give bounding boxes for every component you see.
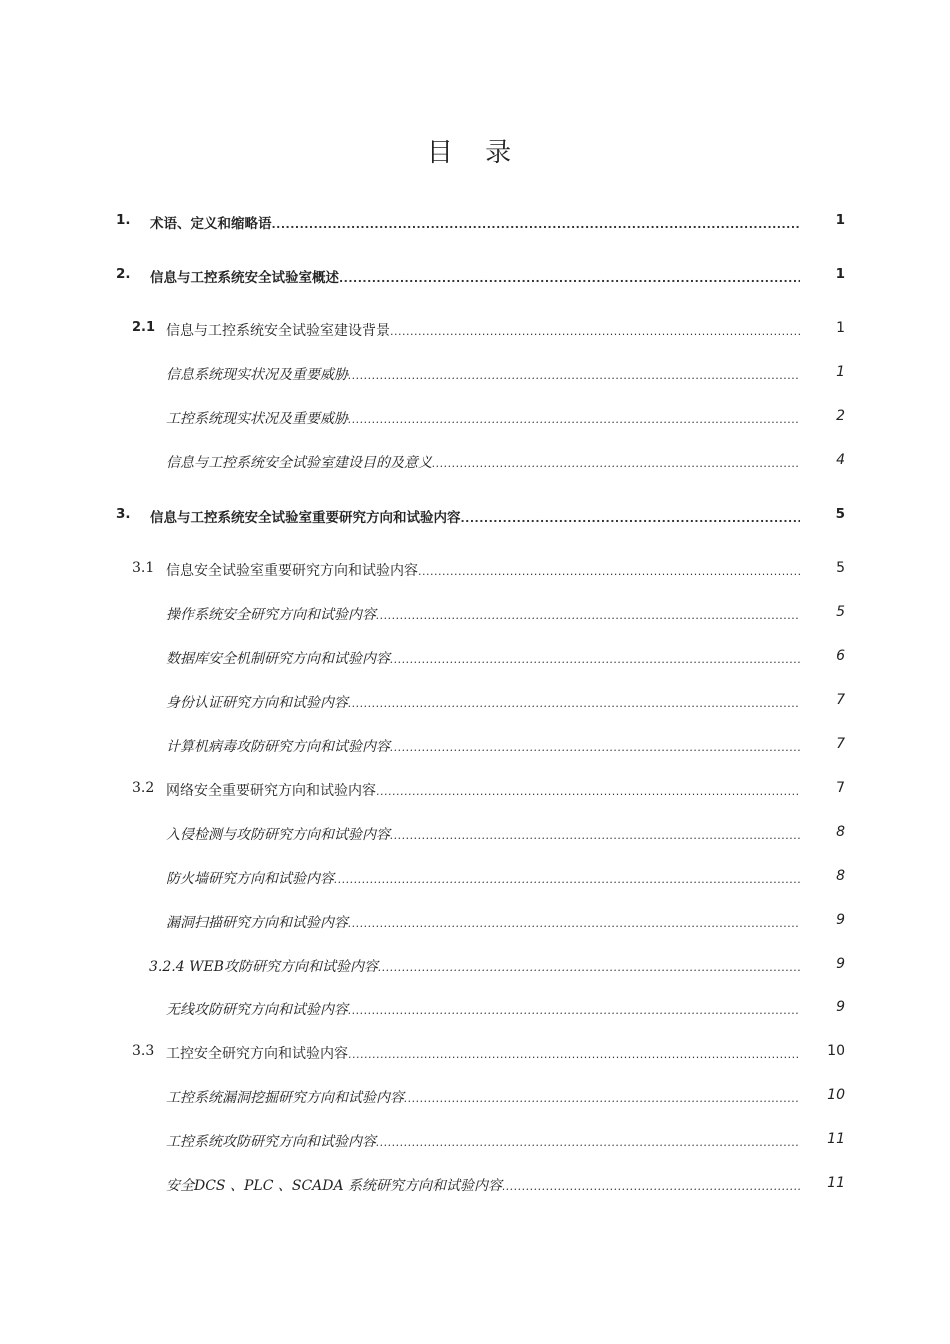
- toc-entry-label: 工控系统现实状况及重要威胁: [166, 408, 348, 428]
- toc-entry[interactable]: [0, 824, 950, 846]
- toc-entry-label: 入侵检测与攻防研究方向和试验内容: [166, 824, 390, 844]
- toc-entry-label: 术语、定义和缩略语: [150, 212, 272, 232]
- toc-entry[interactable]: [0, 912, 950, 934]
- toc-entry-page: 7: [836, 692, 845, 708]
- toc-entry-page: 1: [835, 266, 845, 282]
- toc-entry[interactable]: [0, 736, 950, 758]
- toc-entry-label: 无线攻防研究方向和试验内容: [166, 999, 348, 1019]
- toc-entry-number: 3.1: [132, 560, 155, 576]
- toc-leader-dots: [376, 607, 800, 623]
- toc-entry-page: 11: [827, 1131, 845, 1147]
- toc-leader-dots: [348, 695, 800, 711]
- toc-entry[interactable]: [0, 956, 950, 978]
- toc-entry-page: 1: [836, 320, 845, 336]
- toc-entry-label: 数据库安全机制研究方向和试验内容: [166, 648, 390, 668]
- toc-entry[interactable]: [0, 212, 950, 234]
- toc-leader-dots: [390, 827, 800, 843]
- toc-entry-label: 防火墙研究方向和试验内容: [166, 868, 334, 888]
- toc-leader-dots: [348, 1046, 800, 1062]
- toc-entry-page: 5: [836, 560, 845, 576]
- toc-leader-dots: [418, 563, 800, 579]
- toc-leader-dots: [404, 1090, 800, 1106]
- toc-entry-label: 信息与工控系统安全试验室概述: [150, 266, 339, 286]
- toc-entry-page: 9: [836, 912, 845, 928]
- toc-entry-page: 4: [836, 452, 845, 468]
- toc-leader-dots: [376, 1134, 800, 1150]
- toc-entry-number: 2.: [116, 266, 131, 282]
- toc-entry-page: 5: [836, 604, 845, 620]
- toc-entry-label: 工控系统漏洞挖掘研究方向和试验内容: [166, 1087, 404, 1107]
- toc-entry-number: 3.: [116, 506, 131, 522]
- toc-leader-dots: [461, 510, 801, 526]
- toc-entry[interactable]: [0, 868, 950, 890]
- toc-entry[interactable]: [0, 692, 950, 714]
- toc-entry-label: 信息系统现实状况及重要威胁: [166, 364, 348, 384]
- toc-entry-page: 8: [836, 824, 845, 840]
- toc-entry[interactable]: [0, 266, 950, 288]
- toc-leader-dots: [348, 1002, 800, 1018]
- toc-entry-page: 11: [827, 1175, 845, 1191]
- toc-entry-page: 6: [836, 648, 845, 664]
- toc-leader-dots: [378, 959, 800, 975]
- toc-entry[interactable]: [0, 506, 950, 528]
- toc-entry-page: 1: [836, 364, 845, 380]
- toc-leader-dots: [390, 323, 800, 339]
- toc-entry[interactable]: [0, 1043, 950, 1065]
- toc-leader-dots: [348, 411, 800, 427]
- toc-entry-number: 3.2: [132, 780, 155, 796]
- toc-entry-label: 工控安全研究方向和试验内容: [166, 1043, 348, 1063]
- toc-leader-dots: [339, 270, 800, 286]
- toc-entry-page: 9: [836, 956, 845, 972]
- toc-entry[interactable]: [0, 1087, 950, 1109]
- toc-entry-number: 3.3: [132, 1043, 155, 1059]
- toc-entry-label: 安全DCS 、PLC 、SCADA 系统研究方向和试验内容: [166, 1175, 502, 1195]
- toc-entry[interactable]: [0, 452, 950, 474]
- toc-entry-label: 身份认证研究方向和试验内容: [166, 692, 348, 712]
- toc-entry[interactable]: [0, 408, 950, 430]
- toc-entry-label: 操作系统安全研究方向和试验内容: [166, 604, 376, 624]
- toc-leader-dots: [376, 783, 800, 799]
- toc-entry-label: 工控系统攻防研究方向和试验内容: [166, 1131, 376, 1151]
- toc-entry[interactable]: [0, 999, 950, 1021]
- toc-entry-label: 信息与工控系统安全试验室建设目的及意义: [166, 452, 432, 472]
- toc-entry-label: 信息与工控系统安全试验室重要研究方向和试验内容: [150, 506, 461, 526]
- toc-leader-dots: [272, 216, 801, 232]
- toc-entry-page: 10: [827, 1087, 845, 1103]
- toc-entry-number: 1.: [116, 212, 131, 228]
- toc-entry[interactable]: [0, 364, 950, 386]
- toc-entry[interactable]: [0, 1131, 950, 1153]
- toc-entry[interactable]: [0, 560, 950, 582]
- toc-entry-page: 8: [836, 868, 845, 884]
- toc-entry-page: 1: [835, 212, 845, 228]
- toc-entry-label: 漏洞扫描研究方向和试验内容: [166, 912, 348, 932]
- toc-entry-label: 计算机病毒攻防研究方向和试验内容: [166, 736, 390, 756]
- toc-entry-page: 7: [836, 736, 845, 752]
- toc-entry[interactable]: [0, 604, 950, 626]
- toc-entry-page: 10: [827, 1043, 845, 1059]
- toc-entry-number: 2.1: [132, 320, 156, 335]
- toc-entry-label: 信息与工控系统安全试验室建设背景: [166, 320, 390, 340]
- toc-entry-page: 7: [836, 780, 845, 796]
- toc-leader-dots: [502, 1178, 800, 1194]
- toc-title: 目 录: [426, 138, 524, 168]
- toc-leader-dots: [390, 651, 800, 667]
- toc-entry-label: 信息安全试验室重要研究方向和试验内容: [166, 560, 418, 580]
- toc-entry-page: 5: [835, 506, 845, 522]
- toc-leader-dots: [348, 367, 800, 383]
- toc-leader-dots: [348, 915, 800, 931]
- toc-leader-dots: [334, 871, 800, 887]
- toc-entry-page: 9: [836, 999, 845, 1015]
- toc-leader-dots: [390, 739, 800, 755]
- toc-entry-label: 3.2.4 WEB攻防研究方向和试验内容: [149, 956, 378, 976]
- toc-entry[interactable]: [0, 648, 950, 670]
- toc-entry[interactable]: [0, 320, 950, 342]
- toc-entry[interactable]: [0, 780, 950, 802]
- toc-entry-page: 2: [836, 408, 845, 424]
- toc-entry[interactable]: [0, 1175, 950, 1197]
- toc-leader-dots: [432, 455, 800, 471]
- toc-entry-label: 网络安全重要研究方向和试验内容: [166, 780, 376, 800]
